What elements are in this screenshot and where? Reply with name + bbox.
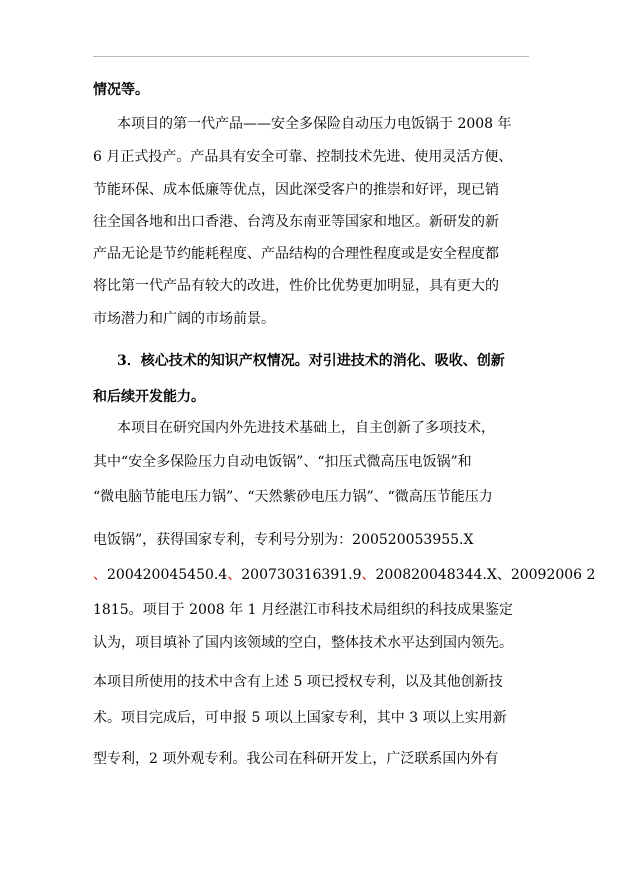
patent-number: 200730316391.9 bbox=[241, 567, 362, 583]
paragraph-1-line: 往全国各地和出口香港、台湾及东南亚等国家和地区。新研发的新 bbox=[93, 214, 499, 230]
paragraph-1-line: 将比第一代产品有较大的改进，性价比优势更加明显，具有更大的 bbox=[93, 278, 499, 294]
section-3-heading-line: 和后续开发能力。 bbox=[93, 389, 205, 405]
section-3-line: 本项目所使用的技术中含有上述 5 项已授权专利，以及其他创新技 bbox=[93, 674, 503, 690]
paragraph-1-line: 产品无论是节约能耗程度、产品结构的合理性程度或是安全程度都 bbox=[93, 246, 499, 262]
paragraph-1-line: 本项目的第一代产品——安全多保险自动压力电饭锅于 2008 年 bbox=[117, 116, 512, 132]
patent-separator: 、 bbox=[496, 567, 511, 583]
section-3-line: 1815。项目于 2008 年 1 月经湛江市科技术局组织的科技成果鉴定 bbox=[93, 602, 513, 618]
section-3-line: 电饭锅”，获得国家专利，专利号分别为：200520053955.X bbox=[93, 532, 474, 548]
patent-numbers-line bbox=[93, 565, 596, 585]
header-rule bbox=[93, 56, 529, 57]
patent-number: 200420045450.4 bbox=[107, 567, 228, 583]
patent-number: 200820048344.X bbox=[375, 567, 497, 583]
patent-separator: 、 bbox=[361, 567, 376, 583]
section-3-line: 型专利，2 项外观专利。我公司在科研开发上，广泛联系国内外有 bbox=[93, 751, 499, 767]
paragraph-1-line: 6 月正式投产。产品具有安全可靠、控制技术先进、使用灵活方便、 bbox=[93, 149, 513, 165]
patent-number: 20092006 2 bbox=[510, 567, 596, 583]
section-3-line: 术。项目完成后，可申报 5 项以上国家专利，其中 3 项以上实用新 bbox=[93, 710, 507, 726]
section-3-line: 认为，项目填补了国内该领域的空白，整体技术水平达到国内领先。 bbox=[93, 635, 513, 651]
patent-separator: 、 bbox=[227, 567, 242, 583]
paragraph-1-line: 节能环保、成本低廉等优点，因此深受客户的推崇和好评，现已销 bbox=[93, 182, 499, 198]
section-3-line: “微电脑节能电压力锅”、“天然紫砂电压力锅”、“微高压节能压力 bbox=[93, 489, 493, 505]
paragraph-1-line: 市场潜力和广阔的市场前景。 bbox=[93, 311, 275, 327]
intro-tail-line: 情况等。 bbox=[93, 82, 149, 98]
section-3-line: 其中“安全多保险压力自动电饭锅”、“扣压式微高压电饭锅”和 bbox=[93, 454, 472, 470]
patent-separator: 、 bbox=[93, 567, 107, 583]
section-3-line: 本项目在研究国内外先进技术基础上，自主创新了多项技术， bbox=[117, 420, 495, 436]
section-3-heading-line: 3．核心技术的知识产权情况。对引进技术的消化、吸收、创新 bbox=[117, 353, 505, 369]
